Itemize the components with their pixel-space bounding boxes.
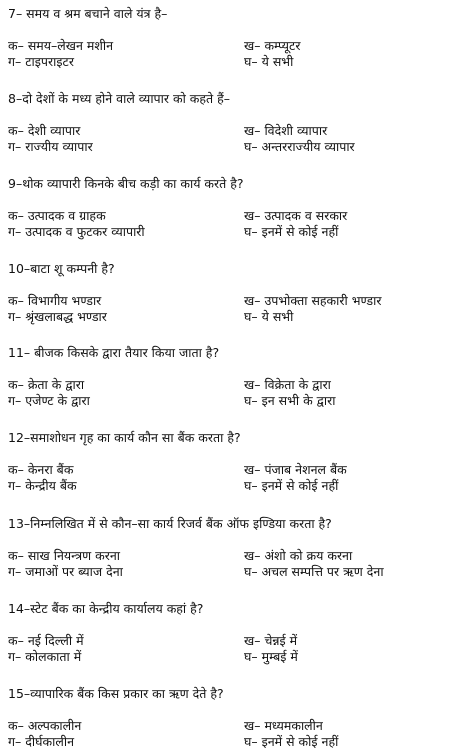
- option-ka: क– अल्पकालीन: [8, 718, 82, 733]
- option-gha: घ– ये सभी: [244, 309, 294, 324]
- question-text: 15–व्यापारिक बैंक किस प्रकार का ऋण देते है?: [8, 686, 224, 701]
- option-ka: क– देशी व्यापार: [8, 123, 81, 138]
- options: [8, 462, 456, 494]
- option-kha: ख– चेन्नई में: [244, 633, 298, 648]
- option-ka: क– क्रेता के द्वारा: [8, 377, 85, 392]
- option-kha: ख– विदेशी व्यापार: [244, 123, 328, 138]
- option-gha: घ– अन्तरराज्यीय व्यापार: [244, 139, 355, 154]
- options: [8, 123, 456, 155]
- option-kha: ख– अंशो को क्रय करना: [244, 548, 353, 563]
- option-ga: ग– एजेण्ट के द्वारा: [8, 393, 90, 408]
- options: [8, 718, 456, 750]
- options: [8, 208, 456, 240]
- options: [8, 38, 456, 70]
- option-kha: ख– मध्यमकालीन: [244, 718, 323, 733]
- option-gha: घ– इनमें से कोई नहीं: [244, 734, 339, 749]
- question-9: [8, 176, 456, 240]
- question-text: 9–थोक व्यापारी किनके बीच कड़ी का कार्य करते है?: [8, 176, 244, 191]
- option-gha: घ– ये सभी: [244, 54, 294, 69]
- option-gha: घ– अचल सम्पत्ति पर ऋण देना: [244, 564, 384, 579]
- question-text: 11– बीजक किसके द्वारा तैयार किया जाता है?: [8, 345, 220, 360]
- option-kha: ख– पंजाब नेशनल बैंक: [244, 462, 347, 477]
- option-ka: क– साख नियन्त्रण करना: [8, 548, 120, 563]
- question-13: [8, 516, 456, 580]
- option-ga: ग– केन्द्रीय बैंक: [8, 478, 77, 493]
- option-kha: ख– विक्रेता के द्वारा: [244, 377, 331, 392]
- option-gha: घ– मुम्बई में: [244, 649, 298, 664]
- question-text: 13–निम्नलिखित में से कौन–सा कार्य रिजर्व बैंक ऑफ इण्डिया करता है?: [8, 516, 332, 531]
- question-14: [8, 601, 456, 665]
- options: [8, 377, 456, 409]
- option-ga: ग– उत्पादक व फुटकर व्यापारी: [8, 224, 145, 239]
- options: [8, 633, 456, 665]
- option-gha: घ– इनमें से कोई नहीं: [244, 224, 339, 239]
- option-kha: ख– उत्पादक व सरकार: [244, 208, 348, 223]
- question-text: 8–दो देशों के मध्य होने वाले व्यापार को कहते हैं–: [8, 91, 231, 106]
- option-kha: ख– उपभोक्ता सहकारी भण्डार: [244, 293, 382, 308]
- option-gha: घ– इनमें से कोई नहीं: [244, 478, 339, 493]
- question-15: [8, 686, 456, 750]
- question-text: 14–स्टेट बैंक का केन्द्रीय कार्यालय कहां है?: [8, 601, 204, 616]
- option-ka: क– उत्पादक व ग्राहक: [8, 208, 106, 223]
- option-kha: ख– कम्प्यूटर: [244, 38, 301, 53]
- option-ga: ग– टाइपराइटर: [8, 54, 74, 69]
- option-gha: घ– इन सभी के द्वारा: [244, 393, 336, 408]
- option-ka: क– केनरा बैंक: [8, 462, 74, 477]
- option-ga: ग– कोलकाता में: [8, 649, 82, 664]
- options: [8, 548, 456, 580]
- question-text: 12–समाशोधन गृह का कार्य कौन सा बैंक करता है?: [8, 430, 241, 445]
- question-7: [8, 6, 456, 70]
- question-text: 10–बाटा शू कम्पनी है?: [8, 261, 115, 276]
- option-ga: ग– जमाओं पर ब्याज देना: [8, 564, 123, 579]
- question-text: 7– समय व श्रम बचाने वाले यंत्र है–: [8, 6, 168, 21]
- question-10: [8, 261, 456, 325]
- option-ga: ग– श्रृंखलाबद्ध भण्डार: [8, 309, 107, 324]
- option-ga: ग– राज्यीय व्यापार: [8, 139, 93, 154]
- option-ka: क– नई दिल्ली में: [8, 633, 84, 648]
- option-ka: क– विभागीय भण्डार: [8, 293, 102, 308]
- question-12: [8, 430, 456, 494]
- question-11: [8, 345, 456, 409]
- question-8: [8, 91, 456, 155]
- options: [8, 293, 456, 325]
- option-ka: क– समय–लेखन मशीन: [8, 38, 114, 53]
- option-ga: ग– दीर्घकालीन: [8, 734, 75, 749]
